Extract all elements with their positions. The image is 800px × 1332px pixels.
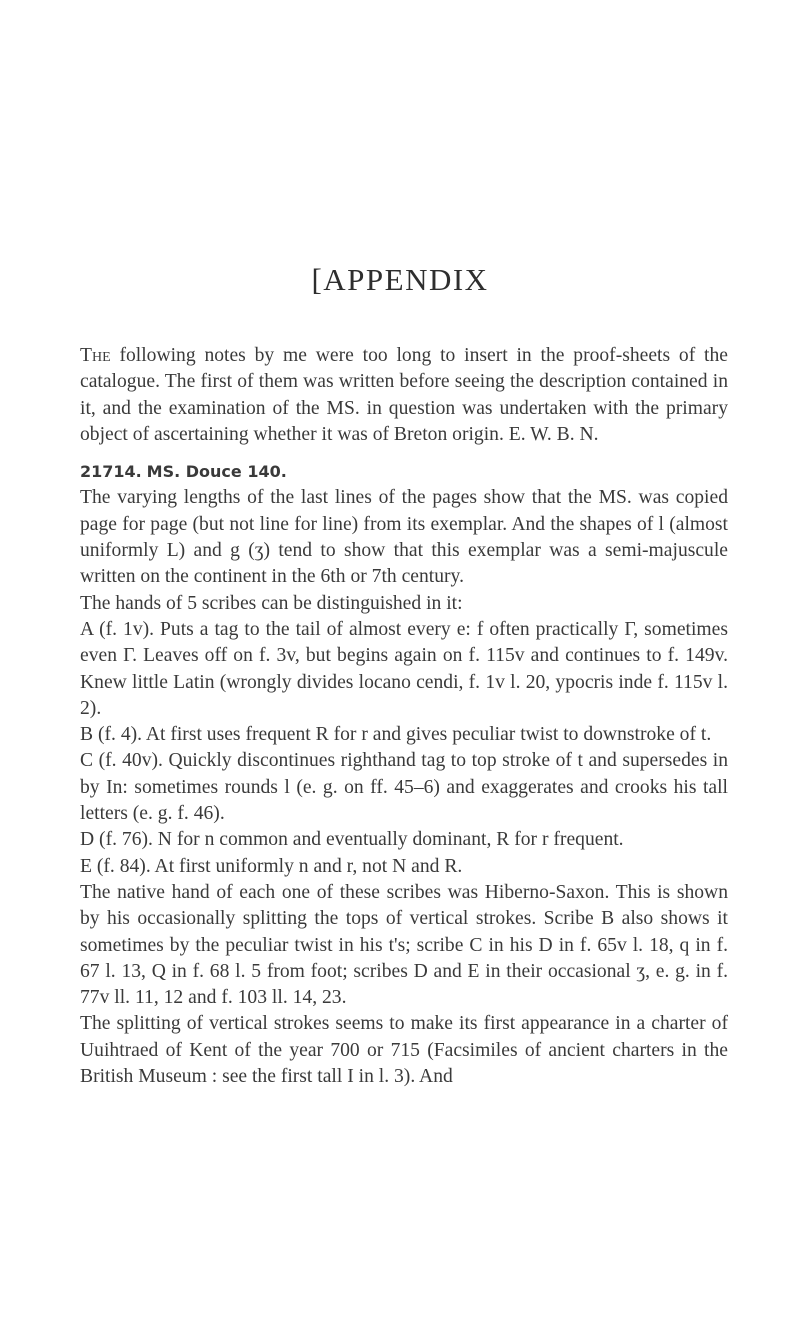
scribe-b-note: B (f. 4). At first uses frequent R for r and gives peculiar twist to downstroke of t. xyxy=(80,724,712,746)
entry-ms: MS. Douce 140. xyxy=(146,462,287,482)
entry-number: 21714. xyxy=(80,462,142,482)
intro-first-word: The xyxy=(80,345,111,366)
paragraph-splitting: The splitting of vertical strokes seems to make its first appearance in a charter of Uuihtraed of Kent of the year 700 or 715 (Facsimiles of ancient charters in the British Museum : see the first tall I in l. 3). And xyxy=(80,1013,728,1088)
appendix-heading: [APPENDIX xyxy=(311,262,489,297)
scribe-d-note: D (f. 76). N for n common and eventually dominant, R for r frequent. xyxy=(80,829,624,851)
entry-heading xyxy=(80,459,728,485)
scribe-c-note: C (f. 40v). Quickly discontinues righthand tag to top stroke of t and supersedes in by In: sometimes rounds l (e. g. on ff. 45–6) and exaggerates and crooks his tall letters (e. g. f. 46). xyxy=(80,750,728,825)
intro-text: following notes by me were too long to insert in the proof-sheets of the catalogue. The first of them was written before seeing the description contained in it, and the examination of the MS. in question was undertaken with the primary object of ascertaining whether it was of Breton origin. E. W. B. N. xyxy=(80,345,728,445)
paragraph-scribes-intro: The hands of 5 scribes can be distinguished in it: xyxy=(80,592,463,614)
document-body xyxy=(80,343,728,1090)
paragraph-native-hand: The native hand of each one of these scribes was Hiberno-Saxon. This is shown by his occasionally splitting the tops of vertical strokes. Scribe B also shows it sometimes by the peculiar twist in his t's; scribe C in his D in f. 65v l. 18, q in f. 67 l. 13, Q in f. 68 l. 5 from foot; scribes D and E in their occasional ʒ, e. g. in f. 77v ll. 11, 12 and f. 103 ll. 14, 23. xyxy=(80,881,728,1009)
scribe-a-note: A (f. 1v). Puts a tag to the tail of almost every e: f often practically Γ, sometimes even Γ. Leaves off on f. 3v, but begins again on f. 115v and continues to f. 149v. Knew little Latin (wrongly divides locano cendi, f. 1v l. 20, ypocris inde f. 115v l. 2). xyxy=(80,618,728,719)
intro-paragraph xyxy=(80,343,728,448)
paragraph-exemplar: The varying lengths of the last lines of the pages show that the MS. was copied page for page (but not line for line) from its exemplar. And the shapes of l (almost uniformly L) and g (ʒ) tend to show that this exemplar was a semi-majuscule written on the continent in the 6th or 7th century. xyxy=(80,487,728,588)
scribe-e-note: E (f. 84). At first uniformly n and r, not N and R. xyxy=(80,855,463,877)
